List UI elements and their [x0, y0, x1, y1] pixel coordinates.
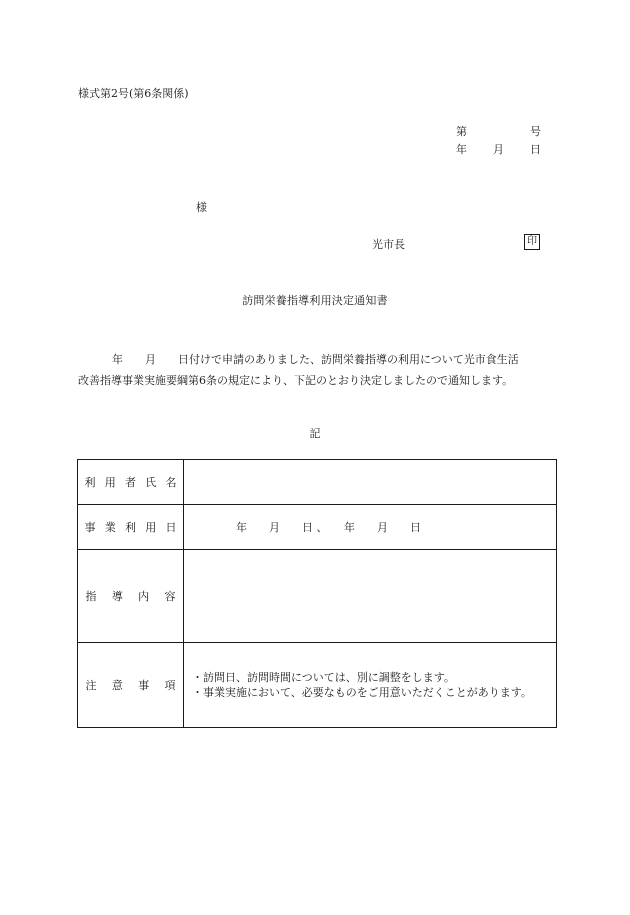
form-number: 様式第2号(第6条関係)	[78, 87, 189, 100]
note-item: ・訪問日、訪問時間については、別に調整をします。	[192, 671, 455, 684]
date-day: 日	[530, 143, 541, 156]
seal-mark: 印	[524, 234, 540, 250]
row-label	[78, 550, 184, 643]
info-table	[77, 459, 557, 728]
ki-heading: 記	[309, 427, 321, 440]
document-title: 訪問栄養指導利用決定通知書	[242, 294, 388, 307]
usage-date-field[interactable]	[184, 505, 557, 550]
row-label	[78, 505, 184, 550]
user-name-label: 利用者氏名	[84, 476, 177, 489]
notes-label: 注意事項	[85, 679, 176, 692]
user-name-field[interactable]	[184, 460, 557, 505]
number-prefix: 第	[456, 125, 467, 138]
addressee-honorific: 様	[196, 201, 207, 214]
body-text	[78, 349, 558, 391]
table-row	[78, 460, 557, 505]
table-row	[78, 643, 557, 728]
guidance-content-field[interactable]	[184, 550, 557, 643]
usage-date-label: 事業利用日	[84, 521, 177, 534]
usage-date-value: 年 月 日 、 年 月 日	[236, 521, 421, 534]
body-line-1: 年 月 日付けで申請のありました、訪問栄養指導の利用について光市食生活	[112, 353, 519, 366]
date-year: 年	[456, 143, 467, 156]
row-label	[78, 460, 184, 505]
note-item: ・事業実施において、必要なものをご用意いただくことがあります。	[192, 686, 532, 699]
issuer-name: 光市長	[372, 238, 405, 251]
body-line-2: 改善指導事業実施要綱第6条の規定により、下記のとおり決定しましたので通知します。	[78, 374, 514, 387]
table-row	[78, 550, 557, 643]
notes-field	[184, 643, 557, 728]
number-suffix: 号	[530, 125, 541, 138]
date-month: 月	[493, 143, 504, 156]
table-row	[78, 505, 557, 550]
row-label	[78, 643, 184, 728]
guidance-content-label: 指導内容	[85, 590, 176, 603]
